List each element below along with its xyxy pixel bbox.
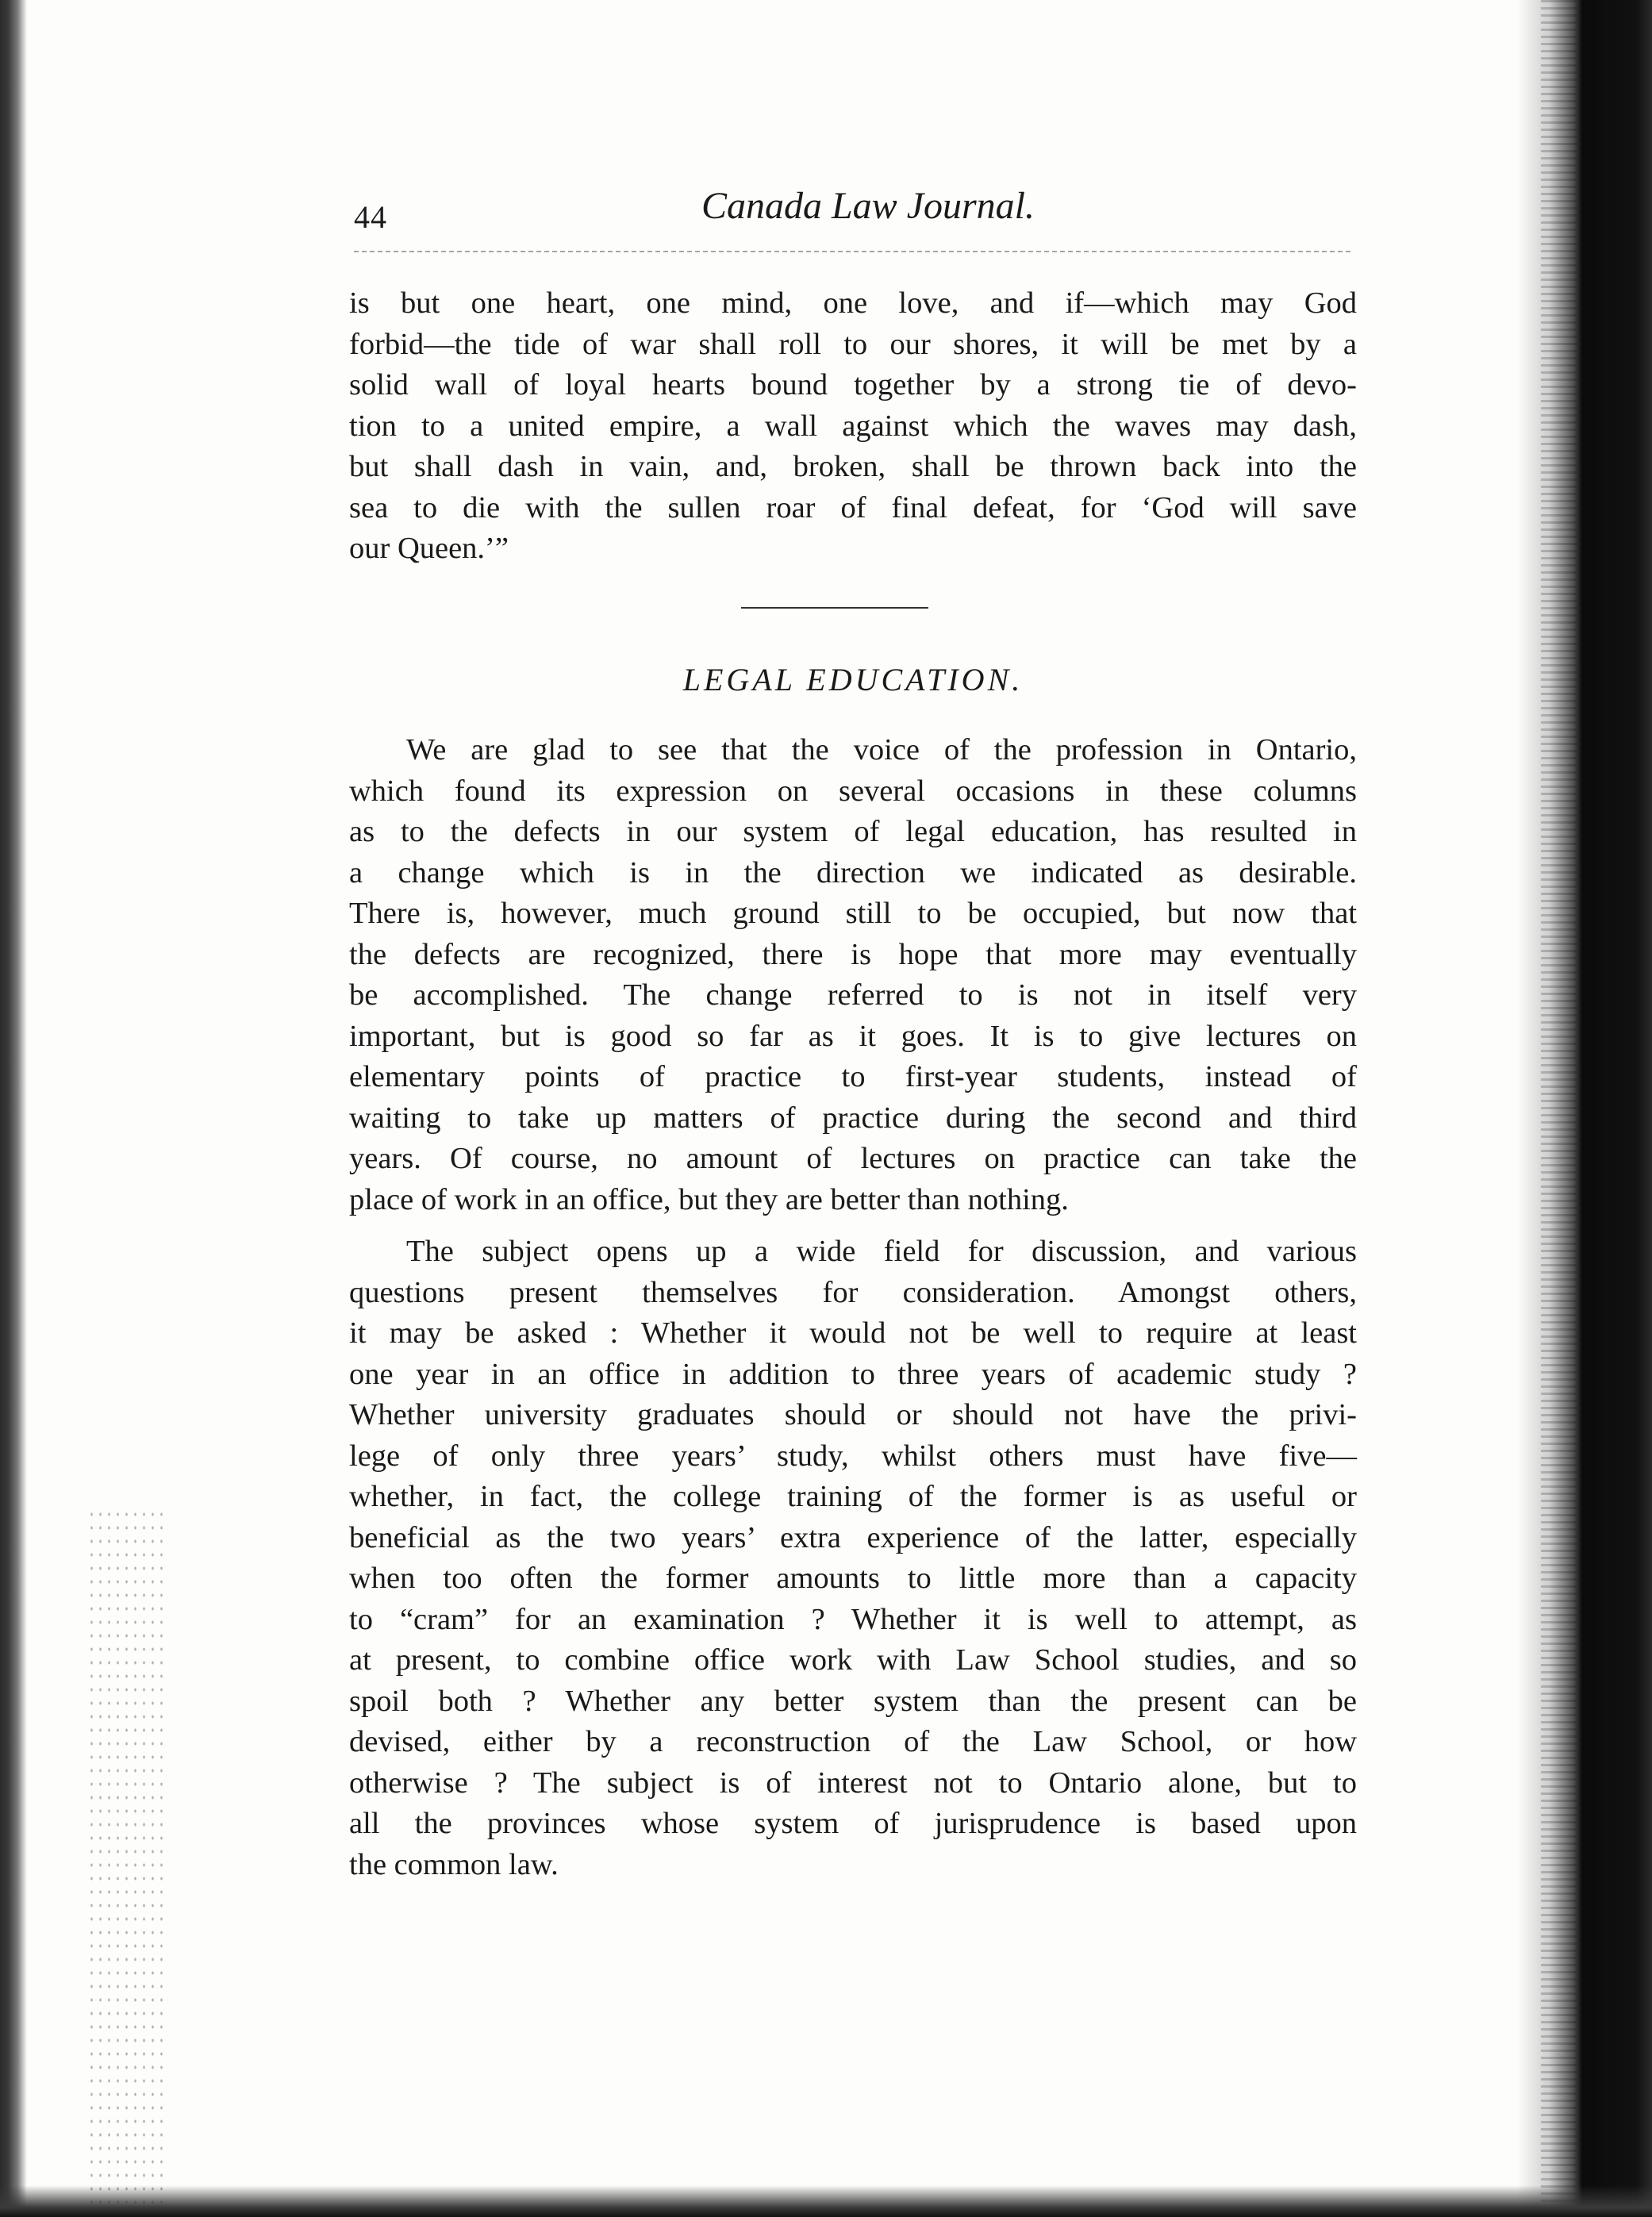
text-line: spoil both ? Whether any better system than the present can be <box>349 1684 1357 1718</box>
text-line: forbid—the tide of war shall roll to our shores, it will be met by a <box>349 327 1357 361</box>
text-line: be accomplished. The change referred to is not in itself very <box>349 978 1357 1012</box>
page-number: 44 <box>354 199 387 235</box>
text-line: beneficial as the two years’ extra experience of the latter, especially <box>349 1520 1357 1554</box>
text-line: our Queen.’” <box>349 532 509 565</box>
right-edge-texture <box>1541 0 1577 2217</box>
text-line: tion to a united empire, a wall against which the waves may dash, <box>349 409 1357 443</box>
text-line: solid wall of loyal hearts bound together by a strong tie of devo- <box>349 368 1357 402</box>
text-line: the common law. <box>349 1847 559 1881</box>
text-line: There is, however, much ground still to be occupied, but now that <box>349 897 1357 930</box>
text-line: all the provinces whose system of jurisprudence is based upon <box>349 1807 1357 1840</box>
text-line: when too often the former amounts to little more than a capacity <box>349 1562 1357 1595</box>
text-line: elementary points of practice to first-year students, instead of <box>349 1060 1357 1093</box>
text-line: to “cram” for an examination ? Whether it is well to attempt, as <box>349 1602 1357 1636</box>
text-line: one year in an office in addition to three years of academic study ? <box>349 1357 1357 1391</box>
section-paragraph-two <box>349 1231 1357 1885</box>
text-line: Whether university graduates should or should not have the privi- <box>349 1398 1357 1431</box>
text-line: devised, either by a reconstruction of the Law School, or how <box>349 1725 1357 1758</box>
text-line: it may be asked : Whether it would not be well to require at least <box>349 1316 1357 1350</box>
running-title: Canada Law Journal. <box>701 185 1035 227</box>
text-line: sea to die with the sullen roar of final defeat, for ‘God will save <box>349 490 1357 524</box>
section-paragraph-one <box>349 730 1357 1220</box>
text-line: We are glad to see that the voice of the profession in Ontario, <box>406 733 1357 767</box>
section-heading: LEGAL EDUCATION. <box>682 662 1024 697</box>
text-line: The subject opens up a wide field for discussion, and various <box>406 1235 1357 1268</box>
text-line: is but one heart, one mind, one love, and if—which may God <box>349 286 1357 320</box>
text-line: important, but is good so far as it goes. It is to give lectures on <box>349 1019 1357 1053</box>
bottom-edge-shadow <box>0 2185 1652 2217</box>
text-line: which found its expression on several occasions in these columns <box>349 774 1357 808</box>
header-rule <box>354 251 1350 252</box>
left-binding-shadow <box>0 0 27 2217</box>
text-line: the defects are recognized, there is hope that more may eventually <box>349 937 1357 971</box>
text-line: a change which is in the direction we indicated as desirable. <box>349 855 1357 889</box>
text-line: but shall dash in vain, and, broken, shall be thrown back into the <box>349 450 1357 483</box>
right-binding-shadow <box>1517 0 1652 2217</box>
text-line: years. Of course, no amount of lectures on practice can take the <box>349 1142 1357 1175</box>
section-separator <box>741 607 928 609</box>
text-line: questions present themselves for consideration. Amongst others, <box>349 1275 1357 1309</box>
continued-paragraph <box>349 283 1357 570</box>
text-line: waiting to take up matters of practice during the second and third <box>349 1101 1357 1135</box>
text-line: lege of only three years’ study, whilst others must have five— <box>349 1439 1357 1473</box>
text-line: whether, in fact, the college training of the former is as useful or <box>349 1480 1357 1513</box>
left-margin-specks <box>87 1508 167 2206</box>
text-line: at present, to combine office work with Law School studies, and so <box>349 1643 1357 1677</box>
text-line: place of work in an office, but they are better than nothing. <box>349 1182 1069 1216</box>
page-header <box>354 184 1350 240</box>
text-line: otherwise ? The subject is of interest not to Ontario alone, but to <box>349 1766 1357 1800</box>
text-line: as to the defects in our system of legal education, has resulted in <box>349 815 1357 848</box>
